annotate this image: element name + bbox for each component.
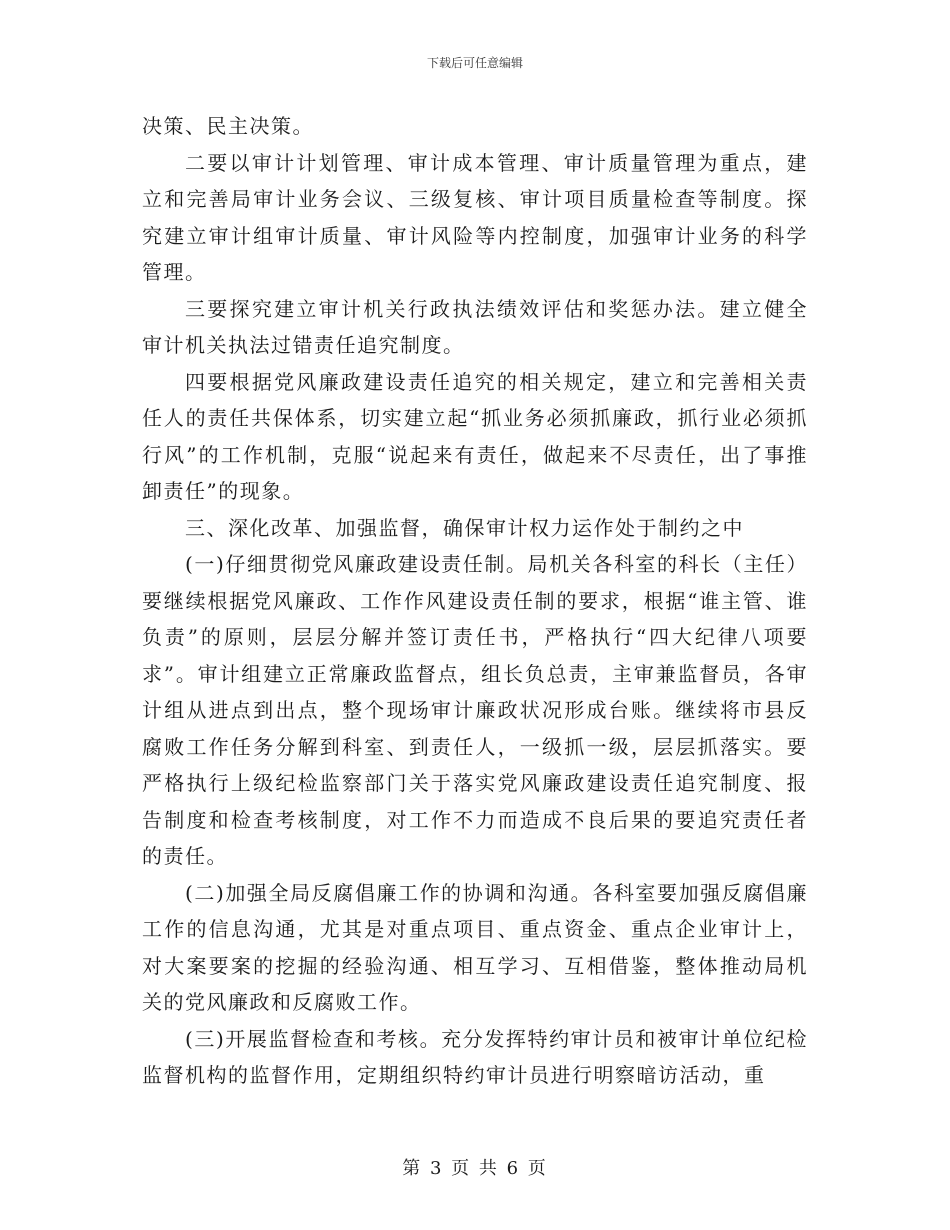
- paragraph-item-3: (三)开展监督检查和考核。充分发挥特约审计员和被审计单位纪检监督机构的监督作用，定期组织特约审计员进行明察暗访活动，重: [142, 1026, 808, 1087]
- paragraph-2: 二要以审计计划管理、审计成本管理、审计质量管理为重点，建立和完善局审计业务会议、三级复核、审计项目质量检查等制度。探究建立审计组审计质量、审计风险等内控制度，加强审计业务的科学管理。: [142, 150, 808, 284]
- page-footer: 第 3 页 共 6 页: [402, 1158, 548, 1179]
- section-heading-3: 三、深化改革、加强监督，确保审计权力运作处于制约之中: [185, 515, 744, 540]
- paragraph-item-1: (一)仔细贯彻党风廉政建设责任制。局机关各科室的科长（主任）要继续根据党风廉政、工作作风建设责任制的要求，根据“谁主管、谁负责”的原则，层层分解并签订责任书，严格执行“四大纪律八项要求”。审计组建立正常廉政监督点，组长负总责，主审兼监督员，各审计组从进点到出点，整个现场审计廉政状况形成台账。继续将市县反腐败工作任务分解到科室、到责任人，一级抓一级，层层抓落实。要严格执行上级纪检监察部门关于落实党风廉政建设责任追究制度、报告制度和检查考核制度，对工作不力而造成不良后果的要追究责任者的责任。: [142, 552, 808, 868]
- paragraph-item-2: (二)加强全局反腐倡廉工作的协调和沟通。各科室要加强反腐倡廉工作的信息沟通，尤其是对重点项目、重点资金、重点企业审计上，对大案要案的挖掘的经验沟通、相互学习、互相借鉴，整体推动局机关的党风廉政和反腐败工作。: [142, 880, 808, 1014]
- paragraph-3: 三要探究建立审计机关行政执法绩效评估和奖惩办法。建立健全审计机关执法过错责任追究制度。: [142, 296, 808, 357]
- document-body: [142, 108, 808, 1094]
- paragraph-1: 决策、民主决策。: [142, 114, 314, 138]
- page-header: 下载后可任意编辑: [426, 56, 523, 70]
- paragraph-4: 四要根据党风廉政建设责任追究的相关规定，建立和完善相关责任人的责任共保体系，切实建立起“抓业务必须抓廉政，抓行业必须抓行风”的工作机制，克服“说起来有责任，做起来不尽责任，出了事推卸责任”的现象。: [142, 369, 808, 503]
